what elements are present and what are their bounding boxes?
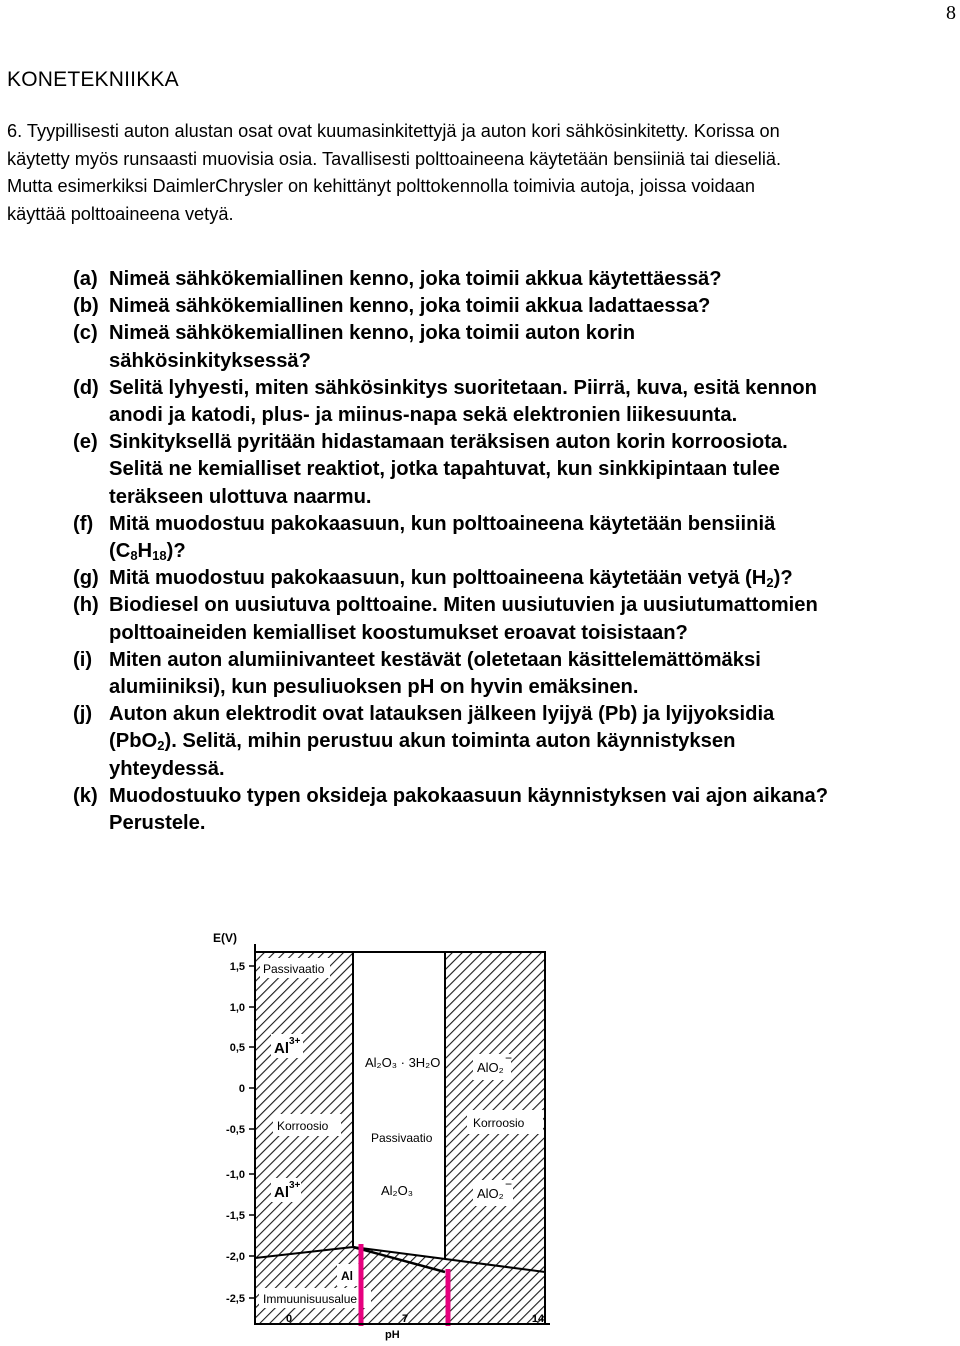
label-al2o3-hydrate: Al₂O₃ · 3H₂O [365, 1055, 441, 1070]
y-tick-label: 0 [238, 1083, 245, 1095]
question-text: alumiiniksi), kun pesuliuoksen pH on hyvin emäksinen. [109, 676, 639, 699]
formula-part: )? [166, 540, 186, 563]
pourbaix-diagram [205, 922, 605, 1342]
corrosion-region-acidic [255, 952, 353, 1258]
question-text-part: )? [773, 567, 793, 590]
question-label: (d) [73, 376, 99, 399]
question-text: Biodiesel on uusiutuva polttoaine. Miten uusiutuvien ja uusiutumattomien [109, 594, 818, 617]
intro-line: käyttää polttoaineena vetyä. [7, 203, 234, 224]
question-text: Mitä muodostuu pakokaasuun, kun polttoaineena käytetään bensiiniä [109, 512, 776, 535]
question-text: Muodostuuko typen oksideja pakokaasuun käynnistyksen vai ajon aikana? [109, 784, 829, 807]
label-alo2-top: AlO₂ [477, 1060, 504, 1075]
formula-part: (C [109, 540, 131, 563]
question-c [73, 320, 957, 374]
question-label: (j) [73, 703, 93, 726]
question-text: Nimeä sähkökemiallinen kenno, joka toimii akkua ladattaessa? [109, 295, 711, 318]
y-tick-label: -1,5 [226, 1210, 245, 1222]
question-label: (e) [73, 431, 98, 454]
passivation-region [353, 952, 445, 1270]
label-passivaatio-top: Passivaatio [263, 962, 325, 976]
x-axis-label: pH [385, 1329, 400, 1341]
y-tick-label: -0,5 [226, 1124, 245, 1136]
formula-subscript: 8 [130, 548, 138, 564]
label-korroosio-left: Korroosio [277, 1119, 329, 1133]
question-g [73, 565, 957, 592]
label-al3-top-charge: 3+ [289, 1036, 301, 1047]
question-label: (c) [73, 322, 98, 345]
formula-subscript: 2 [766, 575, 774, 591]
question-e [73, 429, 957, 511]
section-heading: KONETEKNIIKKA [7, 68, 179, 91]
question-d [73, 375, 957, 429]
intro-line: Mutta esimerkiksi DaimlerChrysler on kehittänyt polttokennolla toimivia autoja, joissa voidaan [7, 176, 756, 196]
label-al-immune: Al [341, 1269, 353, 1283]
question-label: (h) [73, 594, 99, 617]
label-immuunisuusalue: Immuunisuusalue [263, 1292, 358, 1306]
question-label: (b) [73, 295, 99, 318]
y-tick-label: 1,5 [229, 961, 245, 973]
question-text-part: ). Selitä, mihin perustuu akun toiminta auton käynnistyksen [164, 730, 736, 753]
formula-part: (PbO [109, 730, 158, 753]
question-text [109, 565, 957, 592]
intro-line: 6. Tyypillisesti auton alustan osat ovat kuumasinkitettyjä ja auton kori sähkösinkitetty. Korissa on [7, 121, 780, 141]
question-text: Nimeä sähkökemiallinen kenno, joka toimii akkua käytettäessä? [109, 268, 722, 290]
question-text: Perustele. [109, 812, 206, 835]
question-list [73, 266, 957, 837]
y-tick-label: 0,5 [229, 1042, 245, 1054]
question-text: Selitä lyhyesti, miten sähkösinkitys suoritetaan. Piirrä, kuva, esitä kennon [109, 376, 817, 399]
question-h [73, 592, 957, 646]
label-al3-bottom-charge: 3+ [289, 1180, 301, 1191]
question-label: (f) [73, 512, 94, 535]
question-text-part: Mitä muodostuu pakokaasuun, kun polttoaineena käytetään vetyä (H [109, 567, 767, 590]
question-text: yhteydessä. [109, 757, 225, 780]
intro-paragraph [7, 118, 952, 228]
question-j [73, 701, 957, 783]
x-tick-label: 14 [531, 1313, 545, 1325]
label-al3-top: Al [274, 1040, 289, 1057]
question-text: polttoaineiden kemialliset koostumukset eroavat toisistaan? [109, 621, 688, 644]
formula-subscript: 2 [157, 738, 165, 754]
y-tick-label: 1,0 [229, 1002, 245, 1014]
question-label: (i) [73, 648, 93, 671]
question-text: Nimeä sähkökemiallinen kenno, joka toimii auton korin [109, 322, 636, 345]
question-i [73, 647, 957, 701]
y-tick-label: -1,0 [226, 1169, 245, 1181]
x-tick-label: 0 [285, 1313, 293, 1325]
y-axis-label: E(V) [213, 931, 237, 945]
question-b [73, 293, 957, 320]
x-tick-label: 7 [401, 1313, 409, 1325]
label-alo2-bottom: AlO₂ [477, 1186, 504, 1201]
intro-line: käytetty myös runsaasti muovisia osia. Tavallisesti polttoaineena käytetään bensiiniä tai dieseliä. [7, 148, 782, 169]
label-al2o3: Al₂O₃ [381, 1183, 414, 1198]
question-text [109, 728, 957, 755]
question-text: Selitä ne kemialliset reaktiot, jotka tapahtuvat, kun sinkkipintaan tulee [109, 458, 780, 481]
label-alo2-top-charge: − [505, 1051, 513, 1065]
question-text: sähkösinkityksessä? [109, 349, 311, 372]
question-text: Miten auton alumiinivanteet kestävät (oletetaan käsittelemättömäksi [109, 648, 761, 671]
question-text: Sinkityksellä pyritään hidastamaan teräksisen auton korin korroosiota. [109, 431, 788, 454]
formula-subscript: 18 [152, 548, 167, 564]
question-text: Auton akun elektrodit ovat latauksen jälkeen lyijyä (Pb) ja lyijyoksidia [109, 703, 775, 726]
question-label: (a) [73, 268, 98, 290]
question-text [109, 538, 957, 565]
y-tick-label: -2,0 [226, 1251, 245, 1263]
question-text: teräkseen ulottuva naarmu. [109, 485, 372, 508]
label-al3-bottom: Al [274, 1184, 289, 1201]
question-label: (k) [73, 784, 98, 807]
y-tick-label: -2,5 [226, 1293, 245, 1305]
question-text: anodi ja katodi, plus- ja miinus-napa sekä elektronien liikesuunta. [109, 404, 738, 427]
label-alo2-bottom-charge: − [505, 1177, 513, 1191]
label-korroosio-right: Korroosio [473, 1116, 525, 1130]
question-f [73, 511, 957, 565]
question-a [73, 266, 957, 293]
formula-part: H [137, 540, 153, 563]
page-number: 8 [946, 2, 956, 24]
question-label: (g) [73, 567, 99, 590]
question-k [73, 783, 957, 837]
label-passivaatio-mid: Passivaatio [371, 1131, 433, 1145]
